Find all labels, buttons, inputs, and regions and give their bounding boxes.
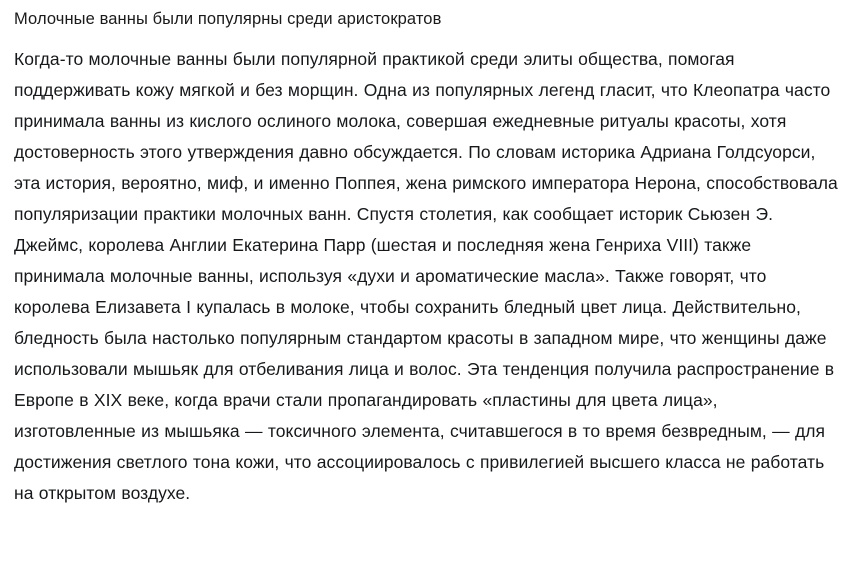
- article-heading: Молочные ванны были популярны среди аристократов: [14, 10, 442, 28]
- article-body-text: Когда-то молочные ванны были популярной практикой среди элиты общества, помогая поддерживать кожу мягкой и без морщин. Одна из популярных легенд гласит, что Клеопатра часто принимала ванны из кислого ослиного молока, совершая ежедневные ритуалы красоты, хотя достоверность этого утверждения давно обсуждается. По словам историка Адриана Голдсуорси, эта история, вероятно, миф, и именно Поппея, жена римского императора Нерона, способствовала популяризации практики молочных ванн. Спустя столетия, как сообщает историк Сьюзен Э. Джеймс, королева Англии Екатерина Парр (шестая и последняя жена Генриха VIII) также принимала молочные ванны, используя «духи и ароматические масла». Также говорят, что королева Елизавета I купалась в молоке, чтобы сохранить бледный цвет лица. Действительно, бледность была настолько популярным стандартом красоты в западном мире, что женщины даже использовали мышьяк для отбеливания лица и волос. Эта тенденция получила распространение в Европе в XIX веке, когда врачи стали пропагандировать «пластины для цвета лица», изготовленные из мышьяка — токсичного элемента, считавшегося в то время безвредным, — для достижения светлого тона кожи, что ассоциировалось с привилегией высшего класса не работать на открытом воздухе.: [14, 49, 838, 503]
